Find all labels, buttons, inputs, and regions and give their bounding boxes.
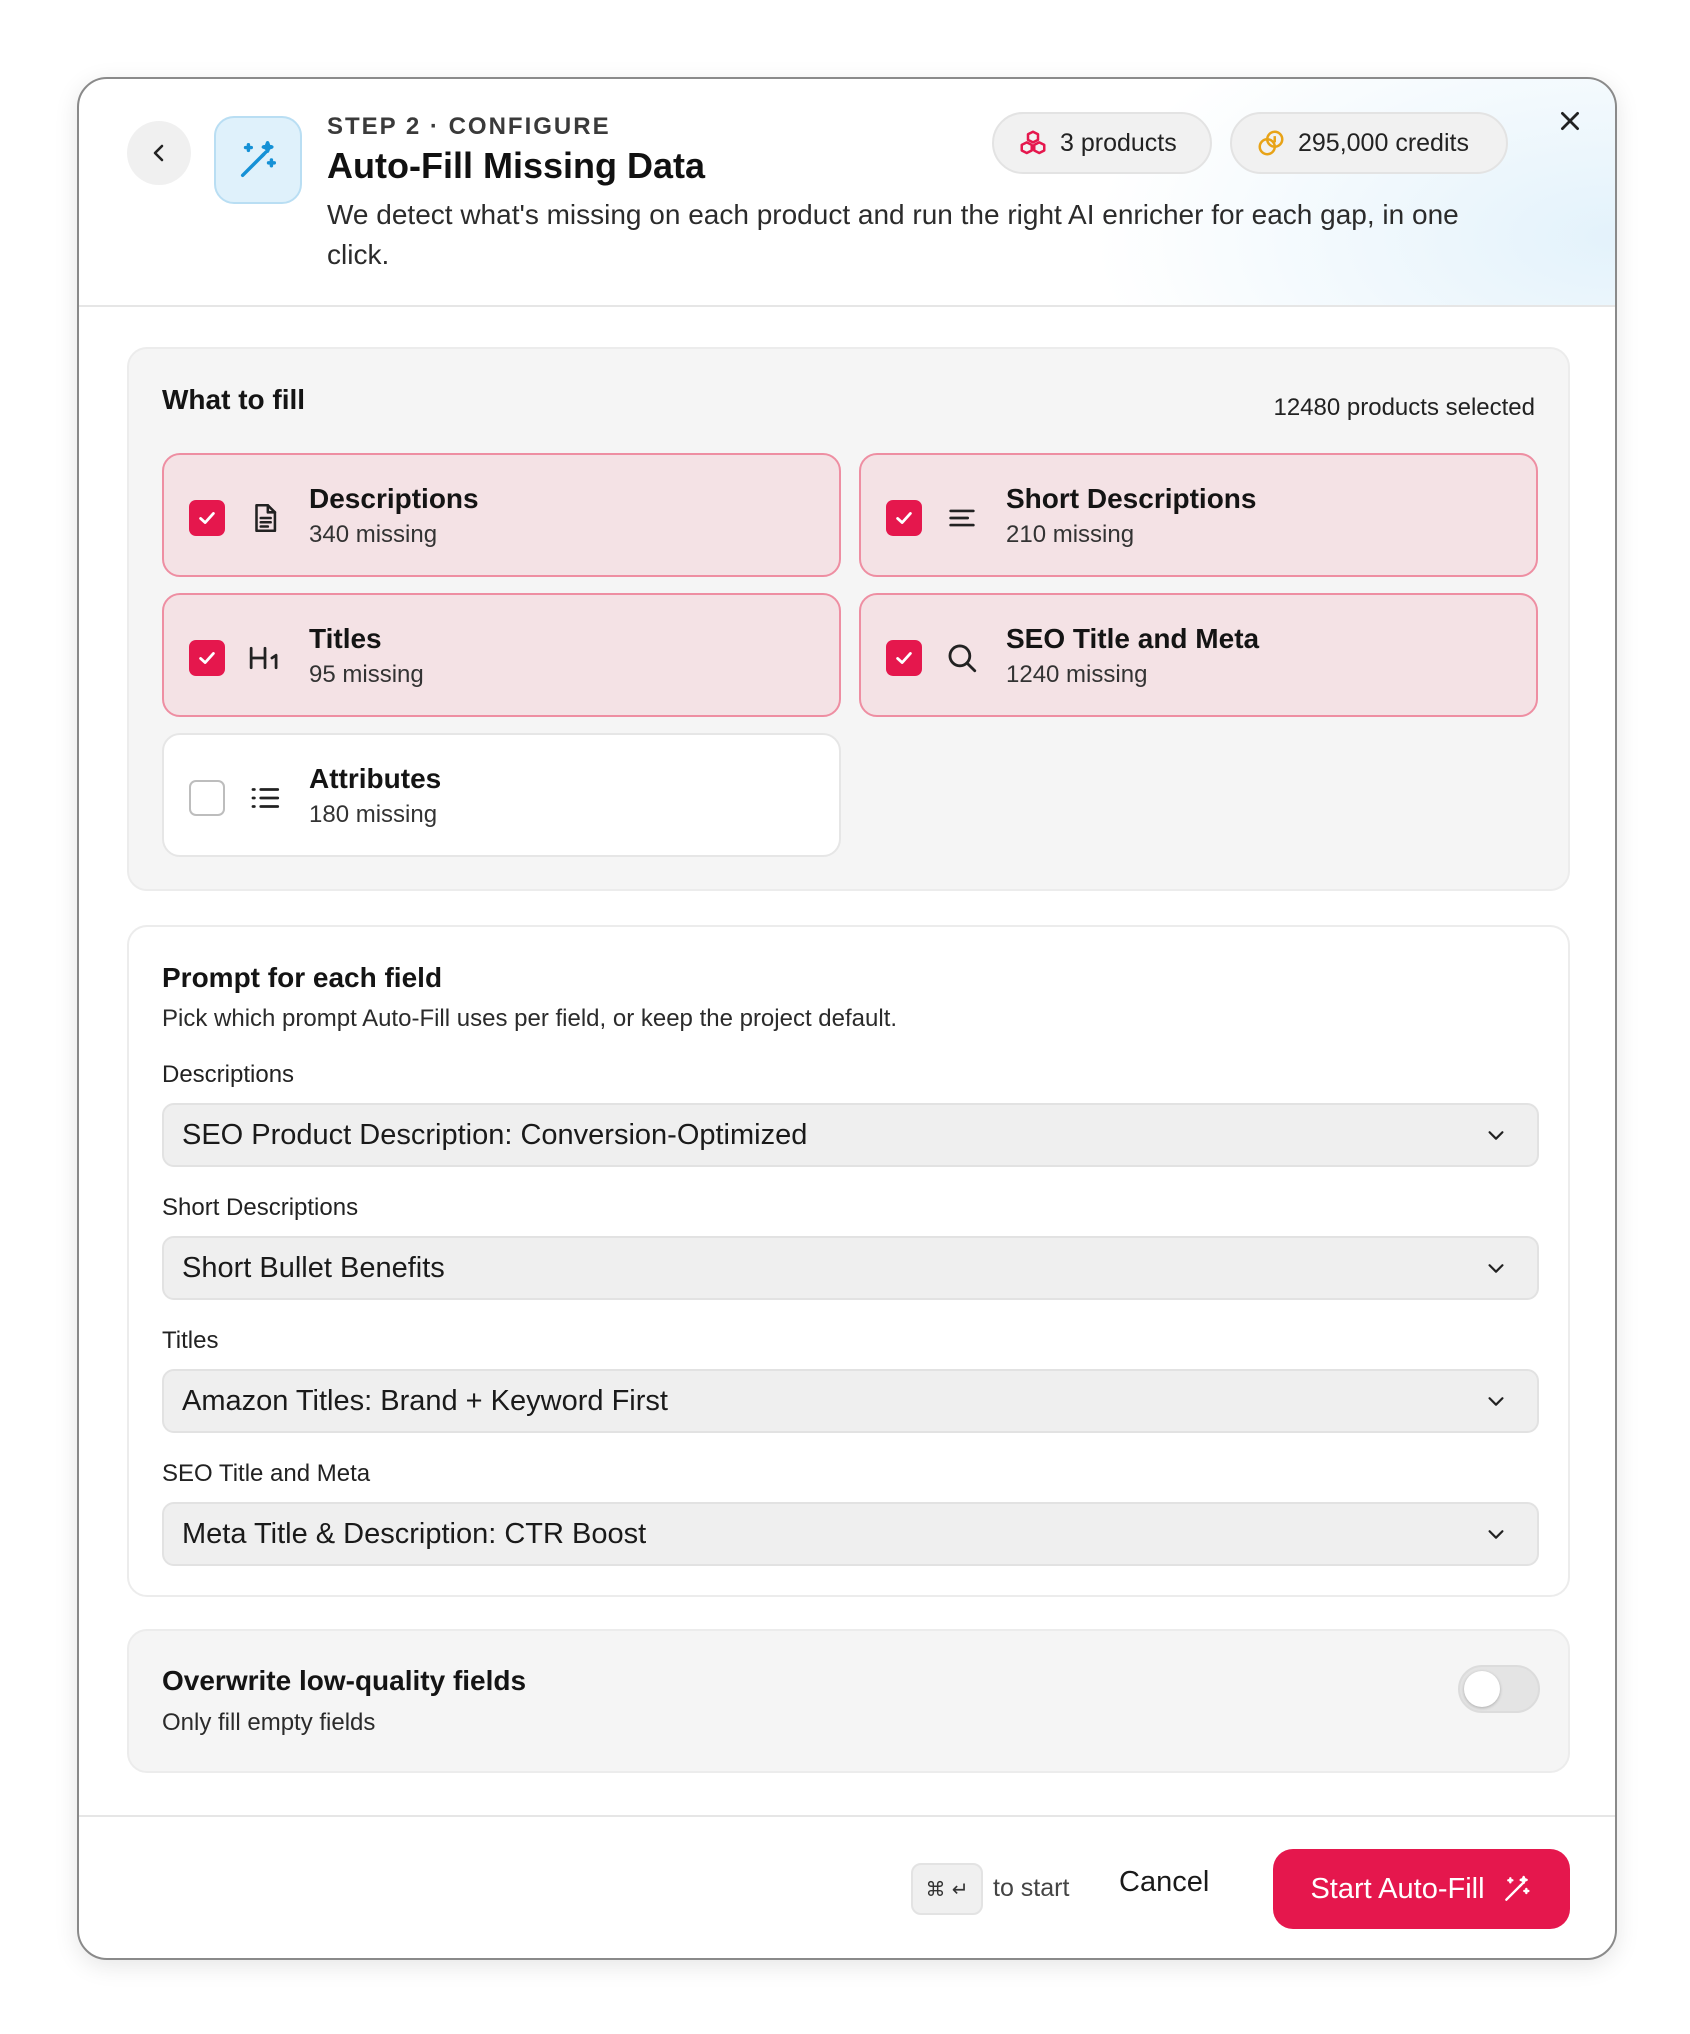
field-label: Descriptions	[309, 483, 479, 514]
close-icon	[1557, 108, 1583, 134]
step-label: STEP 2 · CONFIGURE	[327, 113, 611, 140]
checkbox-attributes[interactable]	[189, 780, 225, 816]
back-button[interactable]	[127, 121, 191, 185]
check-icon	[196, 507, 218, 529]
selected-value: Short Bullet Benefits	[182, 1251, 445, 1284]
modal-title: Auto-Fill Missing Data	[327, 145, 705, 186]
cancel-button[interactable]: Cancel	[1119, 1866, 1210, 1898]
products-pill	[992, 112, 1212, 174]
coins-icon	[1256, 128, 1286, 158]
products-count: 3 products	[1060, 128, 1177, 157]
align-left-icon	[943, 499, 981, 537]
overwrite-toggle[interactable]	[1458, 1665, 1540, 1713]
prompt-select-descriptions[interactable]	[162, 1103, 1539, 1167]
missing-count: 95 missing	[309, 661, 424, 688]
credits-pill	[1230, 112, 1508, 174]
magic-wand-icon	[214, 116, 302, 204]
checkbox-seo-title-meta[interactable]	[886, 640, 922, 676]
heading-h1-icon	[246, 639, 284, 677]
field-card-descriptions[interactable]	[162, 453, 841, 577]
prompt-label-descriptions: Descriptions	[162, 1061, 295, 1088]
toggle-knob	[1464, 1671, 1500, 1707]
keyboard-shortcut: ⌘ ↵	[911, 1863, 983, 1915]
auto-fill-modal	[77, 77, 1617, 1960]
close-button[interactable]	[1552, 103, 1588, 139]
field-card-short-descriptions[interactable]	[859, 453, 1538, 577]
chevron-left-icon	[147, 141, 171, 165]
missing-count: 180 missing	[309, 801, 438, 828]
shortcut-hint: to start	[993, 1874, 1070, 1902]
magic-wand-icon	[1501, 1873, 1533, 1905]
chevron-down-icon	[1485, 1257, 1507, 1279]
modal-header	[79, 79, 1615, 307]
check-icon	[196, 647, 218, 669]
missing-count: 210 missing	[1006, 521, 1135, 548]
prompt-label-short-descriptions: Short Descriptions	[162, 1194, 359, 1221]
field-label: SEO Title and Meta	[1006, 623, 1260, 654]
overwrite-title: Overwrite low-quality fields	[162, 1665, 527, 1696]
chevron-down-icon	[1485, 1523, 1507, 1545]
field-card-titles[interactable]	[162, 593, 841, 717]
chevron-down-icon	[1485, 1390, 1507, 1412]
chevron-down-icon	[1485, 1124, 1507, 1146]
field-label: Attributes	[309, 763, 442, 794]
field-card-seo-title-meta[interactable]	[859, 593, 1538, 717]
checkbox-titles[interactable]	[189, 640, 225, 676]
overwrite-subtitle: Only fill empty fields	[162, 1709, 376, 1736]
field-card-attributes[interactable]	[162, 733, 841, 857]
list-icon	[246, 779, 284, 817]
missing-count: 340 missing	[309, 521, 438, 548]
document-icon	[246, 499, 284, 537]
prompt-section-description: Pick which prompt Auto-Fill uses per field, or keep the project default.	[162, 1005, 898, 1032]
search-icon	[943, 639, 981, 677]
prompt-select-seo-title-meta[interactable]	[162, 1502, 1539, 1566]
checkbox-short-descriptions[interactable]	[886, 500, 922, 536]
what-to-fill-title: What to fill	[162, 384, 306, 415]
prompt-select-titles[interactable]	[162, 1369, 1539, 1433]
field-label: Short Descriptions	[1006, 483, 1257, 514]
field-label: Titles	[309, 623, 382, 654]
selected-count: 12480 products selected	[1273, 394, 1535, 421]
modal-subtitle: We detect what's missing on each product and run the right AI enricher for each gap, in one click.	[327, 199, 1459, 270]
selected-value: Meta Title & Description: CTR Boost	[182, 1517, 647, 1550]
what-to-fill-section	[127, 347, 1570, 891]
prompt-section	[127, 925, 1570, 1597]
checkbox-descriptions[interactable]	[189, 500, 225, 536]
start-auto-fill-button[interactable]	[1273, 1849, 1570, 1929]
missing-count: 1240 missing	[1006, 661, 1148, 688]
footer-divider	[79, 1815, 1615, 1817]
check-icon	[893, 507, 915, 529]
selected-value: SEO Product Description: Conversion-Optimized	[182, 1118, 808, 1151]
overwrite-section	[127, 1629, 1570, 1773]
prompt-label-seo-title-meta: SEO Title and Meta	[162, 1460, 371, 1487]
prompt-select-short-descriptions[interactable]	[162, 1236, 1539, 1300]
selected-value: Amazon Titles: Brand + Keyword First	[182, 1384, 668, 1417]
start-button-label: Start Auto-Fill	[1310, 1872, 1485, 1905]
credits-count: 295,000 credits	[1298, 128, 1469, 157]
prompt-section-title: Prompt for each field	[162, 962, 443, 993]
cubes-icon	[1018, 128, 1048, 158]
check-icon	[893, 647, 915, 669]
prompt-label-titles: Titles	[162, 1327, 219, 1354]
